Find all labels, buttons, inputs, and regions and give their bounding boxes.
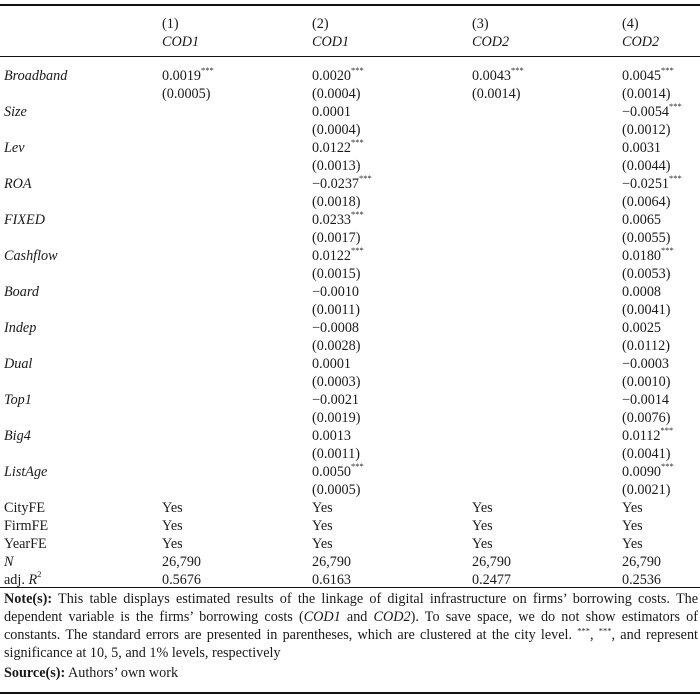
statistics-label xyxy=(0,571,162,589)
standard-error-cell: (0.0003) xyxy=(312,374,361,390)
coefficient-row xyxy=(0,247,700,265)
statistics-value: Yes xyxy=(622,518,643,534)
notes-comma: , xyxy=(590,627,599,643)
notes-star-1: * xyxy=(577,625,582,636)
coefficient-cell xyxy=(312,247,472,265)
statistics-value: Yes xyxy=(312,536,333,552)
empty-label-cell xyxy=(0,229,162,247)
coefficient-value: 0.0001 xyxy=(312,356,352,372)
statistics-value: Yes xyxy=(622,500,643,516)
coefficient-cell xyxy=(622,283,700,301)
coefficient-cell xyxy=(312,355,472,373)
significance-stars: *** xyxy=(201,65,214,76)
coefficient-value: 0.0233 xyxy=(312,212,352,228)
coefficient-value: −0.0251 xyxy=(622,176,670,192)
standard-error-cell xyxy=(472,373,622,391)
coefficient-cell xyxy=(162,427,312,445)
coefficient-value: 0.0180 xyxy=(622,248,662,264)
significance-stars: *** xyxy=(351,65,364,76)
standard-error-cell: (0.0017) xyxy=(312,230,361,246)
notes-and: and xyxy=(340,609,374,625)
source-label: Source(s): xyxy=(4,665,66,681)
standard-error-cell: (0.0011) xyxy=(312,446,360,462)
statistics-value: Yes xyxy=(312,518,333,534)
coefficient-value: 0.0050 xyxy=(312,464,352,480)
coefficient-cell xyxy=(622,211,700,229)
coefficient-cell xyxy=(472,211,622,229)
statistics-value: 26,790 xyxy=(622,554,662,570)
statistics-value: 0.2477 xyxy=(472,572,512,588)
significance-stars: *** xyxy=(351,137,364,148)
statistics-label-text: CityFE xyxy=(4,500,45,516)
table-body xyxy=(0,15,700,589)
statistics-label xyxy=(0,517,162,535)
dependent-variable: COD2 xyxy=(622,34,660,50)
coefficient-row xyxy=(0,463,700,481)
statistics-value: Yes xyxy=(622,536,643,552)
variable-label: ListAge xyxy=(4,464,48,480)
coefficient-value: −0.0003 xyxy=(622,356,670,372)
coefficient-value: 0.0020 xyxy=(312,68,352,84)
coefficient-value: −0.0008 xyxy=(312,320,360,336)
standard-error-cell xyxy=(472,265,622,283)
coefficient-row xyxy=(0,391,700,409)
standard-error-cell xyxy=(162,193,312,211)
regression-table xyxy=(0,15,700,589)
standard-error-row xyxy=(0,445,700,463)
standard-error-row xyxy=(0,265,700,283)
significance-stars: *** xyxy=(661,461,674,472)
standard-error-cell xyxy=(472,301,622,319)
coefficient-cell xyxy=(312,427,472,445)
end-rule xyxy=(0,692,700,694)
empty-header-cell xyxy=(0,33,162,51)
statistics-value: Yes xyxy=(162,536,183,552)
notes-cod2: COD2 xyxy=(373,609,411,625)
coefficient-cell xyxy=(472,319,622,337)
coefficient-cell xyxy=(472,355,622,373)
statistics-value: 26,790 xyxy=(472,554,512,570)
significance-stars: *** xyxy=(511,65,524,76)
coefficient-row xyxy=(0,427,700,445)
coefficient-row xyxy=(0,355,700,373)
statistics-label-text: FirmFE xyxy=(4,518,49,534)
statistics-value: Yes xyxy=(472,500,493,516)
standard-error-cell: (0.0013) xyxy=(312,158,361,174)
notes-label: Note(s): xyxy=(4,591,53,607)
variable-label: Cashflow xyxy=(4,248,58,264)
standard-error-cell: (0.0011) xyxy=(312,302,360,318)
standard-error-cell xyxy=(472,409,622,427)
statistics-row xyxy=(0,499,700,517)
coefficient-cell xyxy=(622,67,700,85)
standard-error-cell: (0.0044) xyxy=(622,158,671,174)
coefficient-value: 0.0112 xyxy=(622,428,661,444)
empty-label-cell xyxy=(0,85,162,103)
statistics-value: Yes xyxy=(162,500,183,516)
coefficient-cell xyxy=(472,391,622,409)
header-spacer xyxy=(0,51,700,67)
standard-error-cell: (0.0041) xyxy=(622,446,671,462)
empty-label-cell xyxy=(0,301,162,319)
statistics-value: 0.5676 xyxy=(162,572,202,588)
coefficient-cell xyxy=(472,139,622,157)
coefficient-value: 0.0045 xyxy=(622,68,662,84)
standard-error-row xyxy=(0,481,700,499)
coefficient-cell xyxy=(312,319,472,337)
coefficient-cell xyxy=(622,427,700,445)
column-number: (3) xyxy=(472,16,489,32)
coefficient-cell xyxy=(162,67,312,85)
significance-stars: *** xyxy=(359,173,372,184)
standard-error-cell: (0.0012) xyxy=(622,122,671,138)
standard-error-cell xyxy=(472,445,622,463)
coefficient-cell xyxy=(472,175,622,193)
standard-error-cell xyxy=(472,337,622,355)
variable-label: Size xyxy=(4,104,27,120)
coefficient-cell xyxy=(472,283,622,301)
notes-cod1: COD1 xyxy=(303,609,341,625)
standard-error-cell xyxy=(472,157,622,175)
statistics-label-text: N xyxy=(4,554,14,570)
standard-error-row xyxy=(0,121,700,139)
empty-label-cell xyxy=(0,157,162,175)
coefficient-cell xyxy=(622,319,700,337)
significance-stars: *** xyxy=(669,101,682,112)
column-number: (2) xyxy=(312,16,329,32)
standard-error-cell: (0.0015) xyxy=(312,266,361,282)
statistics-value: 26,790 xyxy=(162,554,202,570)
variable-label: Board xyxy=(4,284,39,300)
significance-stars: *** xyxy=(660,425,674,436)
coefficient-cell xyxy=(162,463,312,481)
variable-label: Top1 xyxy=(4,392,32,408)
coefficient-value: −0.0237 xyxy=(312,176,360,192)
notes-star-3: *** xyxy=(598,625,612,636)
variable-label: Broadband xyxy=(4,68,68,84)
table-notes xyxy=(4,590,698,662)
statistics-value: Yes xyxy=(162,518,183,534)
standard-error-cell: (0.0018) xyxy=(312,194,361,210)
coefficient-cell xyxy=(312,283,472,301)
standard-error-cell xyxy=(162,157,312,175)
coefficient-cell xyxy=(162,391,312,409)
coefficient-value: −0.0010 xyxy=(312,284,360,300)
standard-error-cell: (0.0005) xyxy=(312,482,361,498)
coefficient-value: −0.0054 xyxy=(622,104,670,120)
coefficient-value: 0.0090 xyxy=(622,464,662,480)
standard-error-cell: (0.0041) xyxy=(622,302,671,318)
significance-stars: *** xyxy=(661,245,674,256)
standard-error-row xyxy=(0,193,700,211)
coefficient-cell xyxy=(162,103,312,121)
statistics-value: Yes xyxy=(472,536,493,552)
standard-error-cell xyxy=(162,265,312,283)
coefficient-cell xyxy=(312,175,472,193)
empty-label-cell xyxy=(0,373,162,391)
significance-stars: *** xyxy=(351,245,364,256)
standard-error-cell: (0.0028) xyxy=(312,338,361,354)
statistics-label xyxy=(0,535,162,553)
statistics-row xyxy=(0,553,700,571)
coefficient-cell xyxy=(472,247,622,265)
standard-error-row xyxy=(0,373,700,391)
standard-error-cell xyxy=(162,301,312,319)
coefficient-row xyxy=(0,103,700,121)
statistics-label-sup: 2 xyxy=(37,569,42,580)
variable-label: Lev xyxy=(4,140,25,156)
coefficient-cell xyxy=(312,67,472,85)
standard-error-cell xyxy=(162,229,312,247)
top-rule xyxy=(0,4,700,6)
empty-label-cell xyxy=(0,265,162,283)
empty-header-cell xyxy=(0,15,162,33)
statistics-value: 0.2536 xyxy=(622,572,662,588)
coefficient-cell xyxy=(622,103,700,121)
coefficient-value: 0.0025 xyxy=(622,320,662,336)
coefficient-cell xyxy=(162,247,312,265)
empty-label-cell xyxy=(0,193,162,211)
variable-label: Dual xyxy=(4,356,33,372)
standard-error-cell: (0.0004) xyxy=(312,86,361,102)
coefficient-cell xyxy=(622,463,700,481)
notes-text: ). To save space, we do not show estimators of constants. The standard errors are presented in parentheses, which are clustered at the city level. xyxy=(4,609,698,643)
coefficient-cell xyxy=(312,103,472,121)
standard-error-cell xyxy=(162,121,312,139)
coefficient-cell xyxy=(162,211,312,229)
table-source xyxy=(4,664,178,682)
standard-error-cell xyxy=(162,373,312,391)
notes-star-2: ** xyxy=(581,625,590,636)
column-number: (4) xyxy=(622,16,639,32)
coefficient-value: 0.0013 xyxy=(312,428,352,444)
coefficient-cell xyxy=(622,139,700,157)
notes-text: This table displays estimated results of the linkage of digital infrastructure on firms’ borrowing costs. The dependent variable is the firms’ borrowing costs ( xyxy=(4,591,698,625)
statistics-label-text: YearFE xyxy=(4,536,47,552)
coefficient-cell xyxy=(622,175,700,193)
coefficient-row xyxy=(0,319,700,337)
statistics-value: Yes xyxy=(472,518,493,534)
coefficient-value: 0.0065 xyxy=(622,212,662,228)
coefficient-cell xyxy=(162,319,312,337)
dependent-variable: COD1 xyxy=(162,34,200,50)
coefficient-cell xyxy=(312,211,472,229)
standard-error-cell: (0.0005) xyxy=(162,86,211,102)
variable-label: Indep xyxy=(4,320,37,336)
coefficient-cell xyxy=(312,391,472,409)
standard-error-cell: (0.0004) xyxy=(312,122,361,138)
coefficient-value: 0.0122 xyxy=(312,248,352,264)
statistics-row xyxy=(0,535,700,553)
standard-error-cell: (0.0053) xyxy=(622,266,671,282)
standard-error-row xyxy=(0,157,700,175)
standard-error-cell xyxy=(472,229,622,247)
variable-label: ROA xyxy=(4,176,32,192)
coefficient-cell xyxy=(472,427,622,445)
coefficient-cell xyxy=(622,391,700,409)
column-number: (1) xyxy=(162,16,179,32)
notes-text: , and represent significance at 10, 5, and 1% levels, respectively xyxy=(4,627,698,661)
dependent-variable: COD2 xyxy=(472,34,510,50)
standard-error-cell: (0.0064) xyxy=(622,194,671,210)
coefficient-value: 0.0001 xyxy=(312,104,352,120)
standard-error-cell xyxy=(162,337,312,355)
standard-error-cell: (0.0076) xyxy=(622,410,671,426)
standard-error-row xyxy=(0,301,700,319)
coefficient-cell xyxy=(162,283,312,301)
significance-stars: *** xyxy=(351,461,364,472)
statistics-value: Yes xyxy=(312,500,333,516)
empty-label-cell xyxy=(0,481,162,499)
empty-label-cell xyxy=(0,337,162,355)
significance-stars: *** xyxy=(351,209,364,220)
coefficient-row xyxy=(0,283,700,301)
standard-error-row xyxy=(0,229,700,247)
variable-label: FIXED xyxy=(4,212,45,228)
coefficient-cell xyxy=(312,139,472,157)
standard-error-cell: (0.0112) xyxy=(622,338,670,354)
coefficient-row xyxy=(0,175,700,193)
statistics-label-text: adj. xyxy=(4,572,25,588)
empty-label-cell xyxy=(0,409,162,427)
standard-error-row xyxy=(0,409,700,427)
coefficient-value: 0.0122 xyxy=(312,140,352,156)
statistics-row xyxy=(0,571,700,589)
standard-error-row xyxy=(0,337,700,355)
standard-error-cell xyxy=(472,193,622,211)
statistics-value: 0.6163 xyxy=(312,572,352,588)
empty-label-cell xyxy=(0,445,162,463)
source-text: Authors’ own work xyxy=(65,665,179,681)
standard-error-cell: (0.0014) xyxy=(472,86,521,102)
standard-error-cell xyxy=(162,481,312,499)
standard-error-row xyxy=(0,85,700,103)
coefficient-value: 0.0019 xyxy=(162,68,202,84)
standard-error-cell xyxy=(162,409,312,427)
dependent-variable: COD1 xyxy=(312,34,350,50)
coefficient-cell xyxy=(472,67,622,85)
coefficient-cell xyxy=(622,247,700,265)
standard-error-cell: (0.0055) xyxy=(622,230,671,246)
statistics-label xyxy=(0,499,162,517)
coefficient-value: −0.0014 xyxy=(622,392,670,408)
standard-error-cell: (0.0019) xyxy=(312,410,361,426)
standard-error-cell: (0.0014) xyxy=(622,86,671,102)
dependent-variable-row xyxy=(0,33,700,51)
coefficient-cell xyxy=(312,463,472,481)
coefficient-row xyxy=(0,211,700,229)
empty-label-cell xyxy=(0,121,162,139)
standard-error-cell xyxy=(472,481,622,499)
coefficient-cell xyxy=(472,463,622,481)
coefficient-value: 0.0031 xyxy=(622,140,662,156)
standard-error-cell xyxy=(162,445,312,463)
significance-stars: *** xyxy=(669,173,682,184)
coefficient-cell xyxy=(162,139,312,157)
statistics-label xyxy=(0,553,162,571)
significance-stars: *** xyxy=(661,65,674,76)
standard-error-cell: (0.0021) xyxy=(622,482,671,498)
statistics-value: 26,790 xyxy=(312,554,352,570)
statistics-label-r: R xyxy=(28,572,38,588)
coefficient-row xyxy=(0,139,700,157)
coefficient-cell xyxy=(162,355,312,373)
coefficient-value: −0.0021 xyxy=(312,392,360,408)
standard-error-cell xyxy=(472,121,622,139)
statistics-row xyxy=(0,517,700,535)
standard-error-cell: (0.0010) xyxy=(622,374,671,390)
coefficient-cell xyxy=(622,355,700,373)
coefficient-cell xyxy=(162,175,312,193)
coefficient-row xyxy=(0,67,700,85)
column-number-row xyxy=(0,15,700,33)
coefficient-value: 0.0008 xyxy=(622,284,662,300)
variable-label: Big4 xyxy=(4,428,31,444)
coefficient-value: 0.0043 xyxy=(472,68,512,84)
coefficient-cell xyxy=(472,103,622,121)
